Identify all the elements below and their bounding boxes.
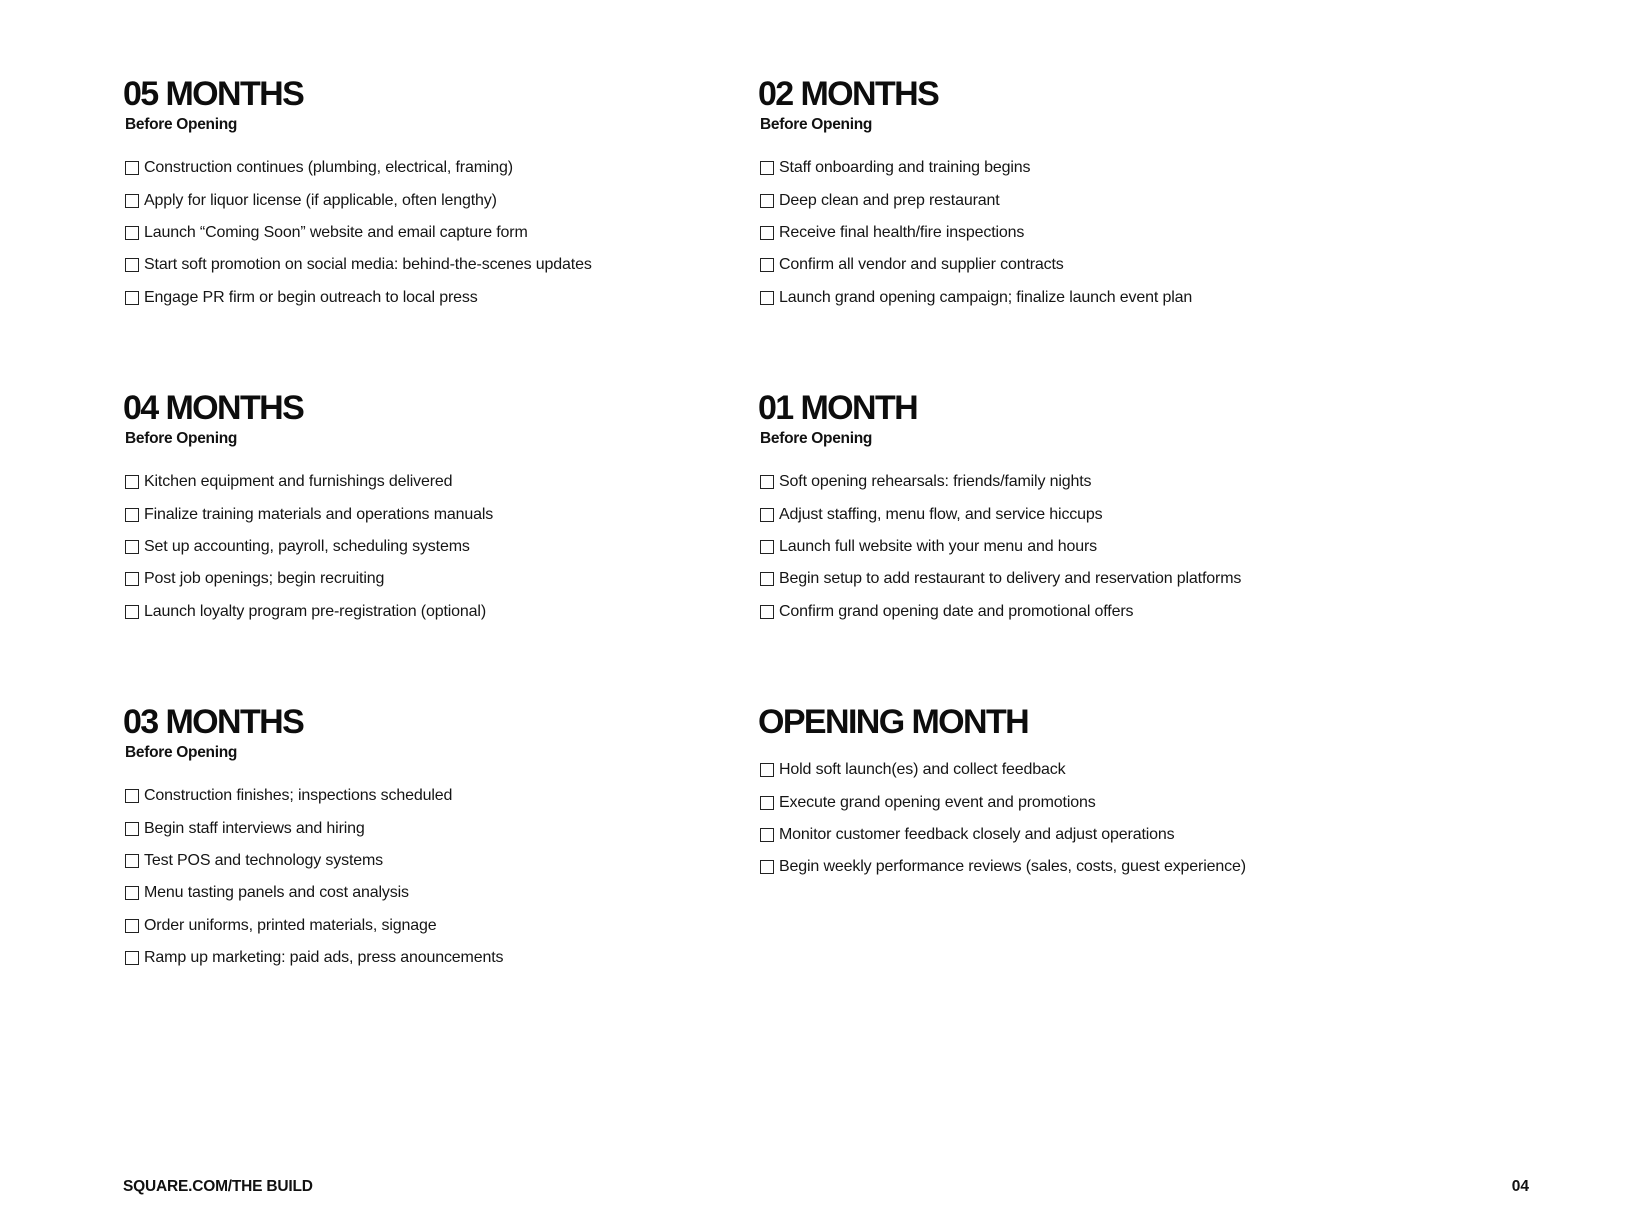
checklist-item [758,217,1318,249]
checklist-item [758,152,1318,184]
checkbox[interactable] [760,475,774,489]
section-subtitle: Before Opening [760,430,873,447]
checklist-item [758,531,1318,563]
checklist-item-label: Launch full website with your menu and hours [779,537,1098,555]
checklist-item-label: Start soft promotion on social media: behind-the-scenes updates [144,256,592,274]
section-title: OPENING MONTH [758,703,1029,741]
checklist-item [123,531,683,563]
checklist [123,152,683,314]
checklist-item-label: Launch “Coming Soon” website and email capture form [144,223,528,241]
checkbox[interactable] [125,475,139,489]
checklist-item-label: Monitor customer feedback closely and adjust operations [779,825,1175,843]
page-number: 04 [1511,1178,1529,1195]
checklist [758,152,1318,314]
checklist-item [758,754,1318,786]
checklist-item-label: Kitchen equipment and furnishings delivered [144,473,453,491]
checklist-item [123,563,683,595]
checklist-item-label: Menu tasting panels and cost analysis [144,884,409,902]
checklist-item [123,596,683,628]
checklist-item-label: Confirm grand opening date and promotional offers [779,602,1134,620]
checklist-item-label: Construction finishes; inspections scheduled [144,787,453,805]
checklist-item [758,563,1318,595]
checkbox[interactable] [760,258,774,272]
checklist-item [758,819,1318,851]
checkbox[interactable] [760,508,774,522]
section-subtitle: Before Opening [760,116,873,133]
checklist-item-label: Begin weekly performance reviews (sales, costs, guest experience) [779,858,1246,876]
section-subtitle: Before Opening [125,430,238,447]
checklist-item [758,466,1318,498]
checkbox[interactable] [760,194,774,208]
checklist-item-label: Begin staff interviews and hiring [144,819,365,837]
checklist [758,754,1318,884]
checklist-item-label: Test POS and technology systems [144,851,384,869]
checklist-item [123,282,683,314]
section-title: 04 MONTHS [123,389,304,427]
checklist [758,466,1318,628]
section-title: 05 MONTHS [123,75,304,113]
checklist-item-label: Confirm all vendor and supplier contracts [779,256,1064,274]
checklist-item [758,184,1318,216]
checkbox[interactable] [125,854,139,868]
checklist [123,780,683,974]
checklist-item-label: Soft opening rehearsals: friends/family nights [779,473,1092,491]
section-title: 03 MONTHS [123,703,304,741]
checklist-item-label: Construction continues (plumbing, electrical, framing) [144,159,513,177]
section-subtitle: Before Opening [125,744,238,761]
checkbox[interactable] [125,540,139,554]
section-title: 02 MONTHS [758,75,939,113]
checklist-item [758,851,1318,883]
checklist-item [123,942,683,974]
checklist [123,466,683,628]
checklist-item-label: Ramp up marketing: paid ads, press anouncements [144,949,504,967]
checkbox[interactable] [760,828,774,842]
checkbox[interactable] [125,508,139,522]
checklist-item-label: Execute grand opening event and promotions [779,793,1096,811]
section-05-months [123,74,683,314]
checklist-item-label: Apply for liquor license (if applicable, often lengthy) [144,191,497,209]
checklist-item [758,282,1318,314]
checklist-item [123,217,683,249]
checkbox[interactable] [760,291,774,305]
checkbox[interactable] [125,951,139,965]
checkbox[interactable] [760,605,774,619]
checklist-item-label: Launch grand opening campaign; finalize launch event plan [779,288,1193,306]
checklist-item [123,249,683,281]
checklist-item [123,780,683,812]
checkbox[interactable] [760,572,774,586]
checklist-item-label: Order uniforms, printed materials, signage [144,916,437,934]
checkbox[interactable] [125,886,139,900]
checklist-item-label: Post job openings; begin recruiting [144,570,385,588]
checklist-item-label: Deep clean and prep restaurant [779,191,1000,209]
checklist-item [758,249,1318,281]
checklist-item [123,498,683,530]
checklist-item [758,498,1318,530]
checklist-item [758,786,1318,818]
section-opening-month [758,702,1318,884]
checkbox[interactable] [760,796,774,810]
checklist-item-label: Adjust staffing, menu flow, and service hiccups [779,505,1103,523]
checklist-item-label: Begin setup to add restaurant to delivery and reservation platforms [779,570,1242,588]
checklist-item [123,152,683,184]
checklist-item [123,184,683,216]
checkbox[interactable] [125,789,139,803]
checklist-item [123,812,683,844]
section-02-months [758,74,1318,314]
checkbox[interactable] [125,161,139,175]
section-subtitle: Before Opening [125,116,238,133]
checkbox[interactable] [125,258,139,272]
checkbox[interactable] [760,161,774,175]
checklist-item [123,845,683,877]
checklist-item-label: Engage PR firm or begin outreach to local press [144,288,478,306]
section-title: 01 MONTH [758,389,918,427]
checklist-item-label: Receive final health/fire inspections [779,223,1025,241]
checkbox[interactable] [760,226,774,240]
footer-site-url: SQUARE.COM/THE BUILD [123,1178,313,1195]
checklist-item [123,910,683,942]
checkbox[interactable] [125,605,139,619]
checklist-item [758,596,1318,628]
checkbox[interactable] [125,194,139,208]
checklist-item [123,877,683,909]
checkbox[interactable] [125,919,139,933]
checkbox[interactable] [760,860,774,874]
checklist-item-label: Set up accounting, payroll, scheduling systems [144,537,470,555]
checklist-item-label: Hold soft launch(es) and collect feedback [779,761,1066,779]
section-03-months [123,702,683,974]
checklist-item-label: Staff onboarding and training begins [779,159,1031,177]
section-01-month [758,388,1318,628]
checklist-item-label: Finalize training materials and operations manuals [144,505,494,523]
checklist-item-label: Launch loyalty program pre-registration (optional) [144,602,487,620]
checkbox[interactable] [125,291,139,305]
checkbox[interactable] [760,763,774,777]
checklist-item [123,466,683,498]
checkbox[interactable] [125,572,139,586]
section-04-months [123,388,683,628]
checkbox[interactable] [760,540,774,554]
checkbox[interactable] [125,226,139,240]
checkbox[interactable] [125,822,139,836]
